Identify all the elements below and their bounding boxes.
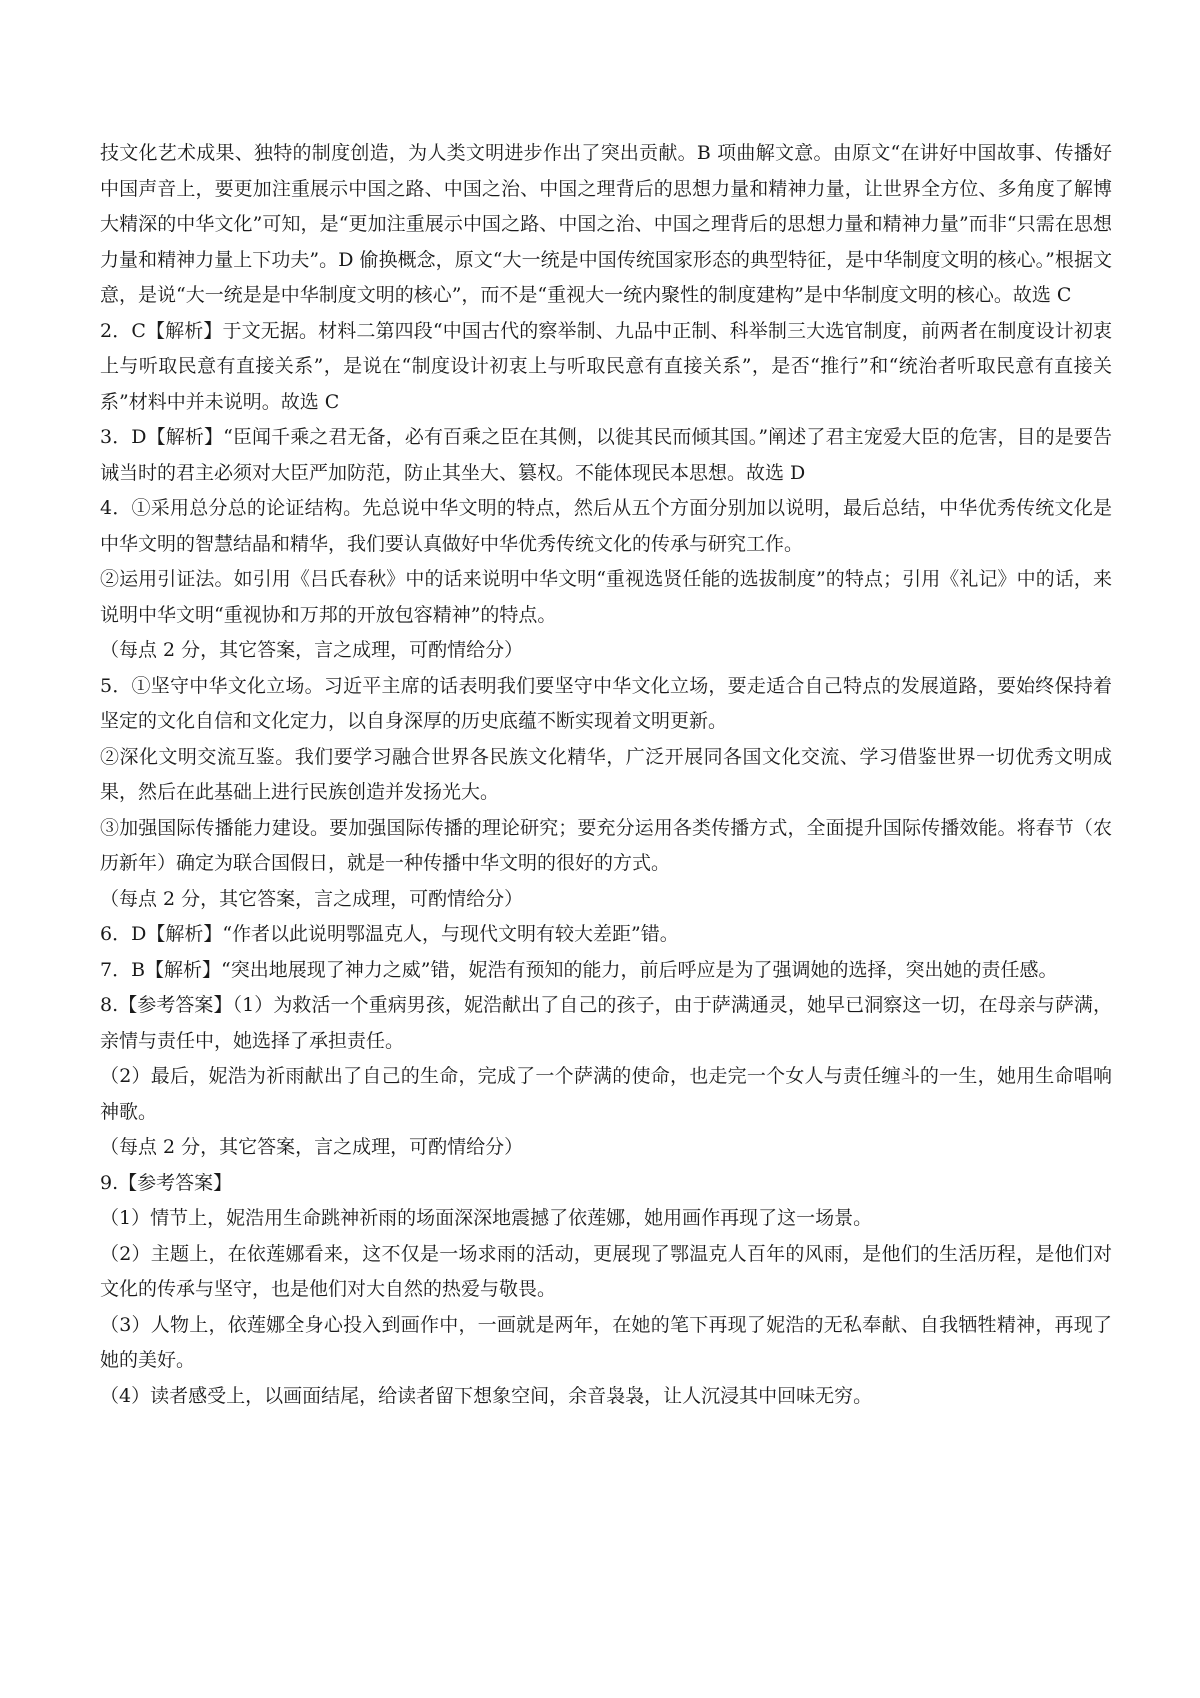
answer-9-point-3: （3）人物上，依莲娜全身心投入到画作中，一画就是两年，在她的笔下再现了妮浩的无私奉献、自我牺牲精神，再现了她的美好。	[100, 1313, 1112, 1371]
answer-9-point-2: （2）主题上，在依莲娜看来，这不仅是一场求雨的活动，更展现了鄂温克人百年的风雨，是他们的生活历程，是他们对文化的传承与坚守，也是他们对大自然的热爱与敬畏。	[100, 1242, 1112, 1300]
answer-8-point-2: （2）最后，妮浩为祈雨献出了自己的生命，完成了一个萨满的使命，也走完一个女人与责任缠斗的一生，她用生命唱响神歌。	[100, 1065, 1112, 1123]
answer-5-point-3: ③加强国际传播能力建设。要加强国际传播的理论研究；要充分运用各类传播方式，全面提升国际传播效能。将春节（农历新年）确定为联合国假日，就是一种传播中华文明的很好的方式。	[100, 816, 1112, 874]
answer-4-point-1: 4．①采用总分总的论证结构。先总说中华文明的特点，然后从五个方面分别加以说明，最后总结，中华优秀传统文化是中华文明的智慧结晶和精华，我们要认真做好中华优秀传统文化的传承与研究工作。	[100, 497, 1112, 555]
answer-text	[100, 136, 1112, 1414]
answer-9-point-4: （4）读者感受上，以画面结尾，给读者留下想象空间，余音袅袅，让人沉浸其中回味无穷。	[100, 1384, 873, 1407]
answer-8-scoring-note: （每点 2 分，其它答案，言之成理，可酌情给分）	[100, 1136, 524, 1158]
answer-5-scoring-note: （每点 2 分，其它答案，言之成理，可酌情给分）	[100, 887, 524, 910]
answer-9-point-1: （1）情节上，妮浩用生命跳神祈雨的场面深深地震撼了依莲娜，她用画作再现了这一场景。	[100, 1207, 873, 1229]
answer-5-point-1: 5．①坚守中华文化立场。习近平主席的话表明我们要坚守中华文化立场，要走适合自己特点的发展道路，要始终保持着坚定的文化自信和文化定力，以自身深厚的历史底蕴不断实现着文明更新。	[100, 674, 1112, 732]
answer-2: 2．C【解析】于文无据。材料二第四段“中国古代的察举制、九品中正制、科举制三大选官制度，前两者在制度设计初衷上与听取民意有直接关系”，是说在“制度设计初衷上与听取民意有直接关系”，是否“推行”和“统治者听取民意有直接关系”材料中并未说明。故选 C	[100, 319, 1112, 413]
answer-6: 6．D【解析】“作者以此说明鄂温克人，与现代文明有较大差距”错。	[100, 923, 679, 945]
answer-7: 7．B【解析】“突出地展现了神力之威”错，妮浩有预知的能力，前后呼应是为了强调她的选择，突出她的责任感。	[100, 958, 1058, 981]
answer-8-point-1: 8.【参考答案】（1）为救活一个重病男孩，妮浩献出了自己的孩子，由于萨满通灵，她早已洞察这一切，在母亲与萨满，亲情与责任中，她选择了承担责任。	[100, 994, 1112, 1052]
answer-4-point-2: ②运用引证法。如引用《吕氏春秋》中的话来说明中华文明“重视选贤任能的选拔制度”的特点；引用《礼记》中的话，来说明中华文明“重视协和万邦的开放包容精神”的特点。	[100, 568, 1112, 626]
answer-9-heading: 9.【参考答案】	[100, 1171, 233, 1194]
paragraph-1-continued: 技文化艺术成果、独特的制度创造，为人类文明进步作出了突出贡献。B 项曲解文意。由原文“在讲好中国故事、传播好中国声音上，要更加注重展示中国之路、中国之治、中国之理背后的思想力量和精神力量，让世界全方位、多角度了解博大精深的中华文化”可知，是“更加注重展示中国之路、中国之治、中国之理背后的思想力量和精神力量”而非“只需在思想力量和精神力量上下功夫”。D 偷换概念，原文“大一统是中国传统国家形态的典型特征，是中华制度文明的核心。”根据文意，是说“大一统是是中华制度文明的核心”，而不是“重视大一统内聚性的制度建构”是中华制度文明的核心。故选 C	[100, 142, 1112, 306]
answer-5-point-2: ②深化文明交流互鉴。我们要学习融合世界各民族文化精华，广泛开展同各国文化交流、学习借鉴世界一切优秀文明成果，然后在此基础上进行民族创造并发扬光大。	[100, 745, 1112, 803]
answer-4-scoring-note: （每点 2 分，其它答案，言之成理，可酌情给分）	[100, 639, 524, 661]
answer-3: 3．D【解析】“臣闻千乘之君无备，必有百乘之臣在其侧，以徙其民而倾其国。”阐述了君主宠爱大臣的危害，目的是要告诫当时的君主必须对大臣严加防范，防止其坐大、篡权。不能体现民本思想。故选 D	[100, 426, 1112, 484]
